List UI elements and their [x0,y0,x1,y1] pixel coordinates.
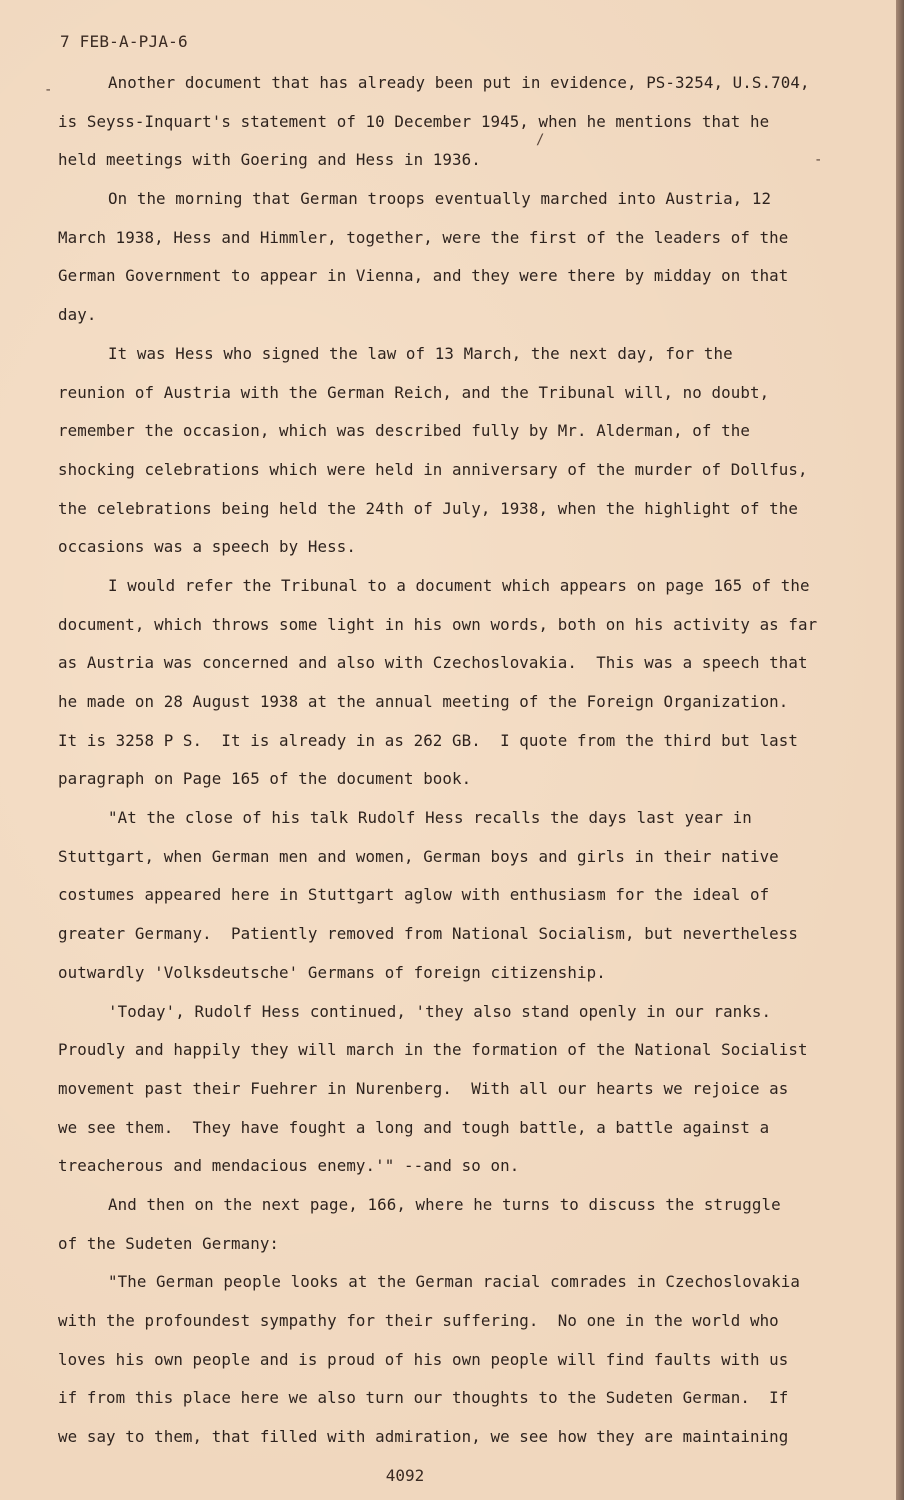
text-line: we see them. They have fought a long and tough battle, a battle against a [58,1117,770,1137]
text-line: with the profoundest sympathy for their suffering. No one in the world who [58,1311,779,1330]
text-line: And then on the next page, 166, where he turns to discuss the struggle [108,1194,781,1214]
text-line: he made on 28 August 1938 at the annual meeting of the Foreign Organization. [58,692,789,711]
text-line: paragraph on Page 165 of the document book. [58,769,472,789]
page-edge [896,0,904,1500]
text-line: Proudly and happily they will march in the formation of the National Socialist [58,1040,808,1060]
text-line: day. [58,305,97,325]
text-line: March 1938, Hess and Himmler, together, were the first of the leaders of the [58,227,789,247]
text-line: movement past their Fuehrer in Nurenberg. With all our hearts we rejoice as [58,1078,789,1098]
text-line: is Seyss-Inquart's statement of 10 December 1945, when he mentions that he [58,111,770,131]
text-line: 'Today', Rudolf Hess continued, 'they also stand openly in our ranks. [108,1001,772,1021]
ink-tick-mark: / [536,132,545,148]
text-line: as Austria was concerned and also with Czechoslovakia. This was a speech that [58,653,808,673]
text-line: It was Hess who signed the law of 13 March, the next day, for the [108,343,733,363]
document-body [58,64,828,1457]
text-line: On the morning that German troops eventually marched into Austria, 12 [108,189,772,209]
text-line: loves his own people and is proud of his own people will find faults with us [58,1349,789,1369]
text-line: costumes appeared here in Stuttgart aglow with enthusiasm for the ideal of [58,885,770,905]
text-line: if from this place here we also turn our thoughts to the Sudeten German. If [58,1388,789,1408]
text-line: of the Sudeten Germany: [58,1233,280,1253]
page-number: 4092 [385,1466,425,1485]
margin-dash-mark: - [44,82,53,98]
text-line: the celebrations being held the 24th of July, 1938, when the highlight of the [58,498,799,518]
text-line: I would refer the Tribunal to a document which appears on page 165 of the [108,575,810,595]
text-line: treacherous and mendacious enemy.'" --and so on. [58,1156,520,1176]
text-line: German Government to appear in Vienna, and they were there by midday on that [58,266,789,286]
text-line: "At the close of his talk Rudolf Hess recalls the days last year in [108,808,752,828]
text-line: remember the occasion, which was described fully by Mr. Alderman, of the [58,421,750,441]
margin-dash-mark: - [814,152,823,168]
text-line: "The German people looks at the German racial comrades in Czechoslovakia [108,1272,800,1292]
text-line: document, which throws some light in his own words, both on his activity as far [58,614,818,634]
text-line: held meetings with Goering and Hess in 1936. [58,150,481,170]
text-line: It is 3258 P S. It is already in as 262 GB. I quote from the third but last [58,730,799,750]
text-line: shocking celebrations which were held in anniversary of the murder of Dollfus, [58,459,808,479]
text-line: occasions was a speech by Hess. [58,537,356,557]
text-line: Another document that has already been put in evidence, PS-3254, U.S.704, [108,73,810,92]
text-line: we say to them, that filled with admiration, we see how they are maintaining [58,1427,789,1447]
text-line: reunion of Austria with the German Reich, and the Tribunal will, no doubt, [58,382,770,402]
text-line: greater Germany. Patiently removed from National Socialism, but nevertheless [58,924,799,944]
document-header: 7 FEB-A-PJA-6 [60,32,188,51]
text-line: Stuttgart, when German men and women, German boys and girls in their native [58,846,779,866]
text-line: outwardly 'Volksdeutsche' Germans of foreign citizenship. [58,962,606,982]
